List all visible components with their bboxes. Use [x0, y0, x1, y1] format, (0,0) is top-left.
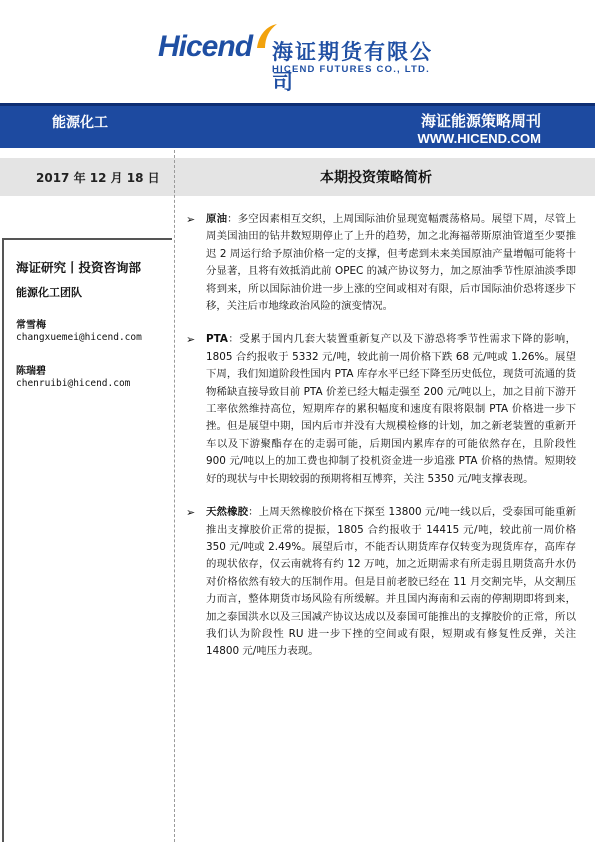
- company-name-en: HICEND FUTURES CO., LTD.: [272, 64, 430, 75]
- section-natural-rubber: [184, 504, 576, 661]
- section-label: 天然橡胶: [206, 506, 249, 519]
- report-date: 2017 年 12 月 18 日: [36, 171, 160, 185]
- arrow-bullet-icon: ➢: [186, 506, 196, 520]
- analyst-email[interactable]: chenruibi@hicend.com: [16, 378, 131, 389]
- analyst-name: 陈瑞碧: [16, 366, 46, 377]
- section-text: 上周天然橡胶价格在下探至 13800 元/吨一线以后，受泰国可能重新推出支撑胶价正常的提振，1805 合约报收于 14415 元/吨，较此前一周价格 350 元/吨或 2.49%。展望后市，不能否认期货库存仅转变为现货库存，高库存的现状依存，仅云南就将有约 12 万吨，加之近期需求有所走弱且期货高升水仍对价格依然有较大的压制作用。但是目前老胶已经在 11 月交割完毕，从交割压力而言，整体期货市场风险有所缓解。并且国内海南和云南的停割期即将到来，加之泰国洪水以及三国减产协议达成以及泰国可能推出的支撑胶价的正常，所以我们认为阶段性 RU 进一步下挫的空间或有限，短期或有修复性反弹，关注 14800 元/吨压力表现。: [206, 506, 577, 658]
- report-body: [184, 211, 576, 677]
- section-label: 原油: [206, 213, 228, 225]
- column-divider: [174, 150, 175, 842]
- section-separator: ：: [248, 506, 259, 519]
- section-pta: [184, 331, 576, 488]
- banner-section: 能源化工: [52, 115, 108, 131]
- section-separator: ：: [227, 213, 238, 225]
- banner-publication: 海证能源策略周刊: [420, 112, 541, 130]
- sidebar-title: 海证研究丨投资咨询部: [16, 260, 142, 275]
- section-crude-oil: [184, 211, 576, 315]
- header-banner: [0, 103, 595, 148]
- section-separator: ：: [227, 333, 240, 346]
- report-title: 本期投资策略简析: [320, 170, 432, 186]
- analyst-name: 常雪梅: [16, 320, 46, 331]
- logo-brand-text: Hicend: [158, 30, 253, 63]
- arrow-bullet-icon: ➢: [186, 213, 196, 226]
- section-label: PTA: [206, 333, 228, 346]
- section-text: 受累于国内几套大装置重新复产以及下游恐将季节性需求下降的影响，1805 合约报收于 5332 元/吨，较此前一周价格下跌 68 元/吨或 1.26%。展望下周，我们知道阶段性国内 PTA 库存水平已经下降至历史低位，现货可流通的货物稀缺直接导致目前 PTA 价差已经大幅走强至 200 元/吨以上，加之目前下游开工率依然维持高位，短期库存的累积幅度和速度有限将限制 PTA 价格进一步下挫。但是展望中期，国内后市并没有大规模检修的计划，加之新老装置的重新开车以及下游聚酯存在的走弱可能，后期国内累库存的可能依然存在，且阶段性 900 元/吨以上的加工费也抑制了投机资金进一步追涨 PTA 价格的热情。短期较好的现状与中长期较弱的预期将相互博弈，关注 5350 元/吨支撑表现。: [206, 333, 577, 485]
- analyst-email[interactable]: changxuemei@hicend.com: [16, 332, 142, 343]
- company-logo: [158, 22, 438, 94]
- arrow-bullet-icon: ➢: [186, 333, 196, 347]
- date-bar: [0, 158, 172, 196]
- sidebar-contact: [2, 238, 172, 842]
- company-name-cn: 海证期货有限公司: [272, 40, 433, 94]
- banner-website-link[interactable]: WWW.HICEND.COM: [417, 131, 541, 146]
- section-text: 多空因素相互交织，上周国际油价显现宽幅震荡格局。展望下周，尽管上周美国油田的钻井数短期停止了上升的趋势，加之北海福蒂斯原油管道至少要推迟 2 周运行给予原油价格一定的支撑，但考虑到未来美国原油产量增幅可能将十分显著，且将有效抵消此前 OPEC 的减产协议努力，加之原油季节性原油淡季即将到来，所以国际油价进一步上涨的空间或相对有限，后市国际油价恐将逐步下移，关注后市地缘政治风险的演变情况。: [206, 213, 577, 313]
- sidebar-team: 能源化工团队: [16, 286, 82, 299]
- title-bar: [172, 158, 595, 196]
